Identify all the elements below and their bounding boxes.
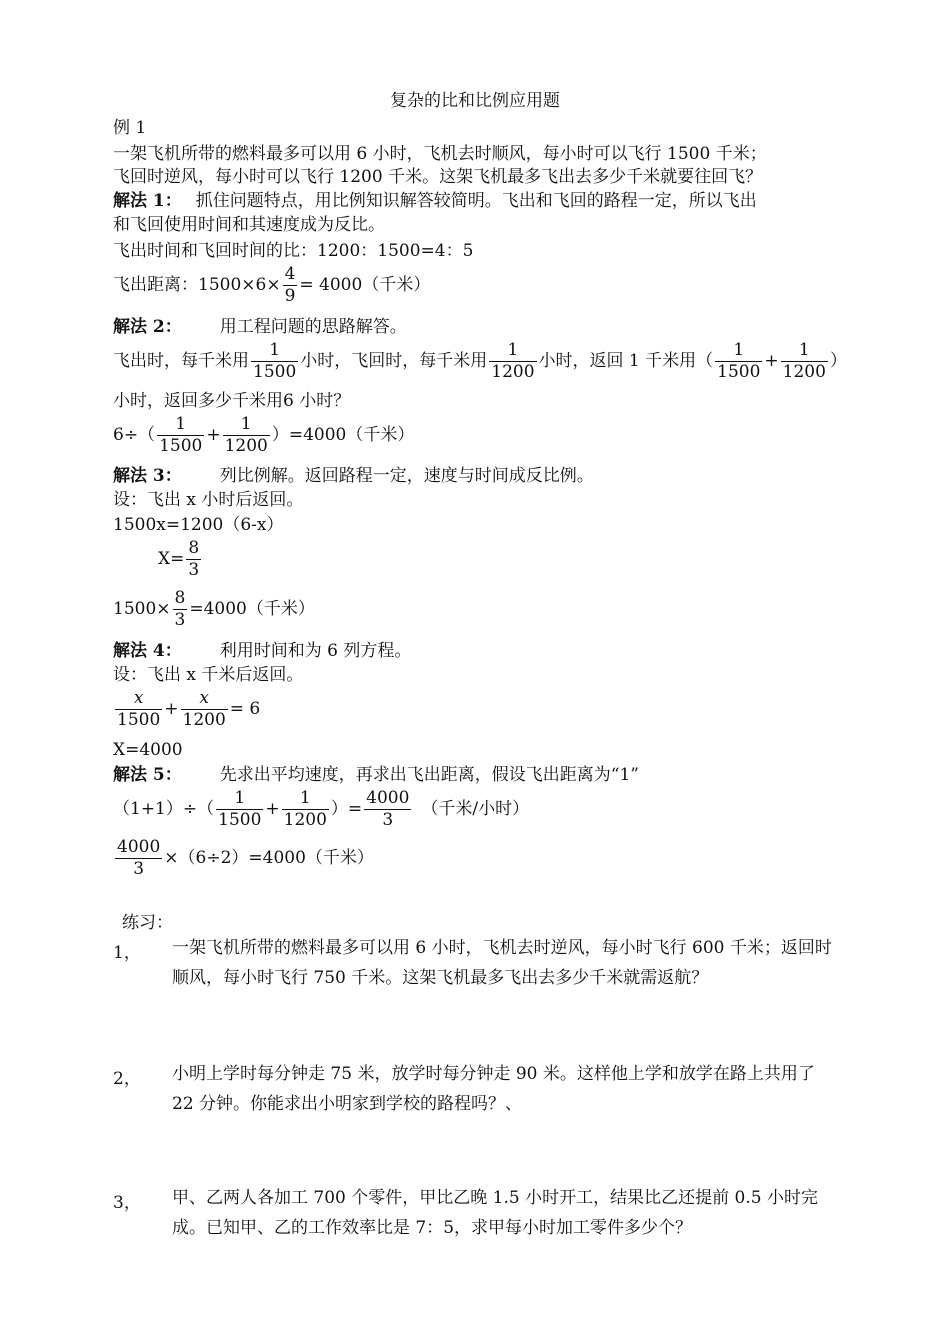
x-prefix: X= <box>158 549 185 569</box>
method-5-calc-prefix: （1+1）÷（ <box>113 799 215 819</box>
method-2-text-c: 小时，返回 1 千米用（ <box>538 351 714 371</box>
fraction-1-1200: $\frac{1}{1200}$ <box>782 340 826 382</box>
practice-item-2-text: 小明上学时每分钟走 75 米，放学时每分钟走 90 米。这样他上学和放学在路上共用了 22 分钟。你能求出小明家到学校的路程吗？、 <box>172 1064 815 1114</box>
method-4-line <box>113 640 411 662</box>
method-2-text-b: 小时，飞回时，每千米用 <box>300 351 488 371</box>
method-3-let: 设：飞出 x 小时后返回。 <box>113 490 304 510</box>
method-2-calc-suffix: ）=4000（千米） <box>271 425 415 445</box>
method-5-calc <box>113 788 529 831</box>
method-2-text: 用工程问题的思路解答。 <box>219 317 407 337</box>
method-4-answer: X=4000 <box>113 740 183 760</box>
practice-item-2-number: 2， <box>113 1069 141 1089</box>
method-3-result <box>113 588 315 631</box>
method-3-result-prefix: 1500× <box>113 599 171 619</box>
practice-heading: 练习： <box>122 913 173 933</box>
method-3-x-value <box>158 538 203 581</box>
method-2-calc <box>113 414 414 457</box>
practice-item-3-number: 3， <box>113 1193 141 1213</box>
method-1-text-2: 和飞回使用时间和其速度成为反比。 <box>113 215 385 235</box>
practice-item-1-number: 1， <box>113 943 141 963</box>
fraction-4-9: $\frac{4}{9}$ <box>284 264 296 306</box>
method-1-distance-suffix: = 4000（千米） <box>299 275 431 295</box>
page-title: 复杂的比和比例应用题 <box>390 91 560 111</box>
method-2-label: 解法 2： <box>113 317 182 337</box>
practice-item-3-text: 甲、乙两人各加工 700 个零件，甲比乙晚 1.5 小时开工，结果比乙还提前 0.5 小时完成。已知甲、乙的工作效率比是 7：5，求甲每小时加工零件多少个？ <box>172 1188 818 1238</box>
fraction-1-1200: $\frac{1}{1200}$ <box>283 788 327 830</box>
fraction-1-1500: $\frac{1}{1500}$ <box>159 414 203 456</box>
method-1-distance <box>113 264 430 307</box>
method-2-explanation <box>113 340 847 383</box>
method-2-text-d: 小时，返回多少千米用6 小时？ <box>113 391 351 411</box>
method-5-final-suffix: ×（6÷2）=4000（千米） <box>164 848 374 868</box>
method-1-text-1: 抓住问题特点，用比例知识解答较简明。飞出和飞回的路程一定，所以飞出 <box>195 191 757 211</box>
method-4-equation <box>113 688 260 731</box>
method-5-line <box>113 764 639 786</box>
example-problem-line-2: 飞回时逆风，每小时可以飞行 1200 千米。这架飞机最多飞出去多少千米就要往回飞？ <box>113 167 763 187</box>
practice-item-1-text: 一架飞机所带的燃料最多可以用 6 小时，飞机去时逆风，每小时飞行 600 千米；返回时顺风，每小时飞行 750 千米。这架飞机最多飞出去多少千米就需返航？ <box>172 938 832 988</box>
method-3-equation: 1500x=1200（6-x） <box>113 515 284 535</box>
fraction-1-1500: $\frac{1}{1500}$ <box>253 340 297 382</box>
fraction-1-1500: $\frac{1}{1500}$ <box>717 340 761 382</box>
plus-sign: + <box>265 799 280 819</box>
method-2-calc-prefix: 6÷（ <box>113 425 156 445</box>
plus-sign: + <box>764 351 779 371</box>
method-2-line <box>113 316 407 338</box>
method-1-ratio: 飞出时间和飞回时间的比：1200：1500=4：5 <box>113 241 474 261</box>
method-5-label: 解法 5： <box>113 765 182 785</box>
method-1-label: 解法 1： <box>113 191 182 211</box>
method-5-unit: （千米/小时） <box>421 799 530 819</box>
fraction-8-3: $\frac{8}{3}$ <box>188 538 200 580</box>
method-3-line <box>113 465 594 487</box>
method-4-text: 利用时间和为 6 列方程。 <box>219 641 412 661</box>
fraction-4000-3: $\frac{4000}{3}$ <box>117 837 161 879</box>
method-5-calc-mid: ）= <box>330 799 363 819</box>
method-1-line-1 <box>113 190 757 212</box>
close-paren: ） <box>829 351 847 371</box>
method-5-final <box>113 837 374 880</box>
method-3-result-suffix: =4000（千米） <box>189 599 315 619</box>
example-problem-line-1: 一架飞机所带的燃料最多可以用 6 小时，飞机去时顺风，每小时可以飞行 1500 千米； <box>113 144 767 164</box>
fraction-4000-3: $\frac{4000}{3}$ <box>366 788 410 830</box>
example-label: 例 1 <box>113 118 147 138</box>
fraction-x-1200: $\frac{x}{1200}$ <box>182 688 226 730</box>
method-2-text-a: 飞出时，每千米用 <box>113 351 249 371</box>
method-4-let: 设：飞出 x 千米后返回。 <box>113 665 304 685</box>
fraction-8-3: $\frac{8}{3}$ <box>174 588 186 630</box>
fraction-1-1200: $\frac{1}{1200}$ <box>491 340 535 382</box>
method-5-text: 先求出平均速度，再求出飞出距离，假设飞出距离为“1” <box>219 765 639 785</box>
method-1-distance-prefix: 飞出距离：1500×6× <box>113 275 281 295</box>
method-4-eq-suffix: = 6 <box>229 699 261 719</box>
method-3-label: 解法 3： <box>113 466 182 486</box>
method-4-label: 解法 4： <box>113 641 182 661</box>
method-3-text: 列比例解。返回路程一定，速度与时间成反比例。 <box>219 466 594 486</box>
plus-sign: + <box>206 425 221 445</box>
fraction-x-1500: $\frac{x}{1500}$ <box>117 688 161 730</box>
fraction-1-1200: $\frac{1}{1200}$ <box>224 414 268 456</box>
fraction-1-1500: $\frac{1}{1500}$ <box>218 788 262 830</box>
plus-sign: + <box>164 699 179 719</box>
